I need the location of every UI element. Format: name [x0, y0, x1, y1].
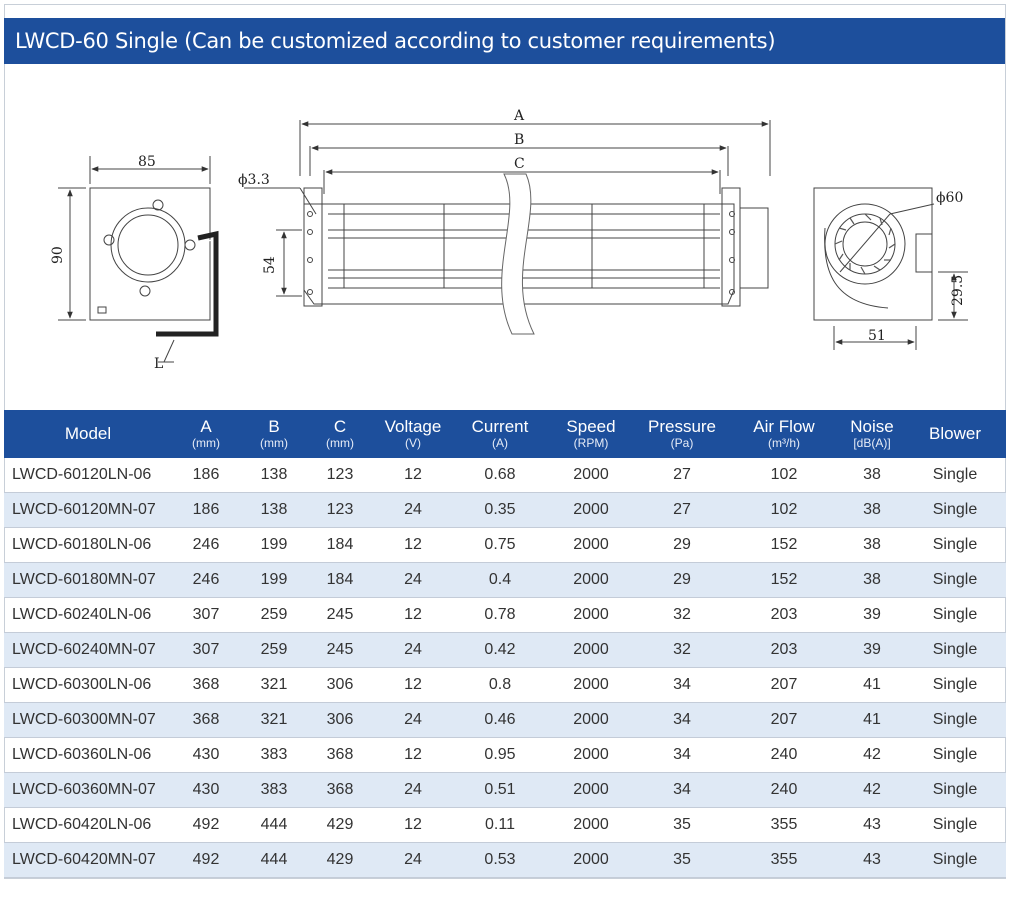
cell-b: 444: [240, 808, 308, 843]
cell-current: 0.78: [454, 598, 546, 633]
table-row: [4, 493, 1006, 528]
cell-c: 245: [308, 633, 372, 668]
cell-model: LWCD-60300MN-07: [4, 703, 172, 738]
cell-voltage: 12: [372, 528, 454, 563]
cell-b: 321: [240, 668, 308, 703]
cell-speed: 2000: [546, 843, 636, 878]
header-speed: Speed (RPM): [546, 410, 636, 458]
table-row: [4, 703, 1006, 738]
table-header-row: [4, 410, 1006, 458]
cell-pressure: 32: [636, 633, 728, 668]
table-row: [4, 738, 1006, 773]
cell-blower: Single: [904, 738, 1006, 773]
cell-voltage: 12: [372, 668, 454, 703]
header-air-flow: Air Flow (m³/h): [728, 410, 840, 458]
cell-pressure: 29: [636, 563, 728, 598]
technical-drawing: [4, 64, 1005, 410]
cell-blower: Single: [904, 773, 1006, 808]
cell-speed: 2000: [546, 598, 636, 633]
side-width-label: 85: [138, 154, 156, 170]
cell-noise: 41: [840, 668, 904, 703]
side-view: [58, 156, 216, 362]
cell-speed: 2000: [546, 563, 636, 598]
cell-pressure: 35: [636, 843, 728, 878]
end-view-body: [814, 188, 932, 320]
end-width-label: 51: [868, 328, 886, 344]
cell-a: 307: [172, 598, 240, 633]
cell-model: LWCD-60240MN-07: [4, 633, 172, 668]
cell-model: LWCD-60420LN-06: [4, 808, 172, 843]
cell-b: 321: [240, 703, 308, 738]
cell-speed: 2000: [546, 633, 636, 668]
cell-model: LWCD-60360LN-06: [4, 738, 172, 773]
cell-noise: 39: [840, 633, 904, 668]
cell-air-flow: 102: [728, 493, 840, 528]
cell-b: 138: [240, 493, 308, 528]
cell-b: 259: [240, 633, 308, 668]
cell-a: 368: [172, 668, 240, 703]
cell-air-flow: 355: [728, 808, 840, 843]
hole-diameter-label: ϕ3.3: [238, 172, 270, 188]
cell-pressure: 34: [636, 703, 728, 738]
header-pressure: Pressure (Pa): [636, 410, 728, 458]
cell-speed: 2000: [546, 668, 636, 703]
drawing-svg: [4, 64, 1005, 410]
cell-a: 186: [172, 458, 240, 493]
cell-noise: 41: [840, 703, 904, 738]
cell-blower: Single: [904, 528, 1006, 563]
cell-current: 0.8: [454, 668, 546, 703]
cell-c: 123: [308, 458, 372, 493]
break-mark: [502, 174, 534, 334]
cell-a: 246: [172, 528, 240, 563]
lead-label: L: [154, 356, 164, 372]
cell-voltage: 24: [372, 703, 454, 738]
header-noise: Noise [dB(A)]: [840, 410, 904, 458]
cell-a: 430: [172, 738, 240, 773]
cell-a: 246: [172, 563, 240, 598]
cell-c: 306: [308, 668, 372, 703]
page-title: LWCD-60 Single (Can be customized according to customer requirements): [15, 29, 776, 53]
cell-blower: Single: [904, 668, 1006, 703]
cell-noise: 43: [840, 808, 904, 843]
header-a: A (mm): [172, 410, 240, 458]
cell-blower: Single: [904, 563, 1006, 598]
cell-blower: Single: [904, 703, 1006, 738]
cell-model: LWCD-60120LN-06: [4, 458, 172, 493]
cell-blower: Single: [904, 493, 1006, 528]
spec-table: [4, 410, 1006, 878]
cell-speed: 2000: [546, 528, 636, 563]
cell-model: LWCD-60300LN-06: [4, 668, 172, 703]
cell-pressure: 35: [636, 808, 728, 843]
cell-speed: 2000: [546, 703, 636, 738]
cell-current: 0.75: [454, 528, 546, 563]
cell-speed: 2000: [546, 808, 636, 843]
cell-c: 429: [308, 808, 372, 843]
dim-c-label: C: [514, 156, 525, 172]
cell-current: 0.35: [454, 493, 546, 528]
cell-air-flow: 355: [728, 843, 840, 878]
cell-blower: Single: [904, 598, 1006, 633]
header-c: C (mm): [308, 410, 372, 458]
cell-a: 186: [172, 493, 240, 528]
cell-current: 0.4: [454, 563, 546, 598]
table-row: [4, 773, 1006, 808]
cell-air-flow: 207: [728, 668, 840, 703]
cell-c: 429: [308, 843, 372, 878]
cell-c: 306: [308, 703, 372, 738]
cell-voltage: 12: [372, 808, 454, 843]
cell-noise: 38: [840, 563, 904, 598]
table-row: [4, 808, 1006, 843]
cell-noise: 43: [840, 843, 904, 878]
end-offset-label: 29.5: [950, 274, 966, 306]
dim-a-label: A: [514, 108, 525, 124]
cell-current: 0.68: [454, 458, 546, 493]
cell-noise: 39: [840, 598, 904, 633]
cell-a: 430: [172, 773, 240, 808]
cell-speed: 2000: [546, 738, 636, 773]
header-model: Model: [4, 410, 172, 458]
cell-current: 0.42: [454, 633, 546, 668]
cell-pressure: 34: [636, 773, 728, 808]
cell-air-flow: 240: [728, 738, 840, 773]
cell-current: 0.95: [454, 738, 546, 773]
cell-blower: Single: [904, 633, 1006, 668]
table-row: [4, 598, 1006, 633]
cell-a: 368: [172, 703, 240, 738]
cell-pressure: 34: [636, 668, 728, 703]
cell-voltage: 12: [372, 458, 454, 493]
cell-air-flow: 203: [728, 598, 840, 633]
cell-air-flow: 207: [728, 703, 840, 738]
cell-noise: 38: [840, 528, 904, 563]
table-row: [4, 668, 1006, 703]
cell-model: LWCD-60360MN-07: [4, 773, 172, 808]
table-row: [4, 843, 1006, 878]
cell-pressure: 34: [636, 738, 728, 773]
cell-noise: 38: [840, 493, 904, 528]
side-height-label: 90: [50, 246, 66, 264]
cell-c: 368: [308, 738, 372, 773]
cell-blower: Single: [904, 843, 1006, 878]
table-body: [4, 458, 1006, 878]
cell-air-flow: 203: [728, 633, 840, 668]
cell-model: LWCD-60420MN-07: [4, 843, 172, 878]
end-view: [814, 188, 968, 350]
cell-voltage: 24: [372, 843, 454, 878]
cell-noise: 38: [840, 458, 904, 493]
cell-blower: Single: [904, 458, 1006, 493]
cell-c: 368: [308, 773, 372, 808]
cell-b: 259: [240, 598, 308, 633]
cell-c: 184: [308, 528, 372, 563]
cell-b: 383: [240, 738, 308, 773]
cell-air-flow: 240: [728, 773, 840, 808]
cell-current: 0.51: [454, 773, 546, 808]
cell-voltage: 24: [372, 493, 454, 528]
cell-a: 307: [172, 633, 240, 668]
table-row: [4, 528, 1006, 563]
cell-air-flow: 102: [728, 458, 840, 493]
cell-pressure: 27: [636, 458, 728, 493]
end-diameter-label: ϕ60: [936, 190, 964, 206]
cell-voltage: 12: [372, 738, 454, 773]
cell-b: 138: [240, 458, 308, 493]
cell-speed: 2000: [546, 773, 636, 808]
cell-a: 492: [172, 843, 240, 878]
cell-current: 0.46: [454, 703, 546, 738]
cell-voltage: 24: [372, 773, 454, 808]
cell-b: 444: [240, 843, 308, 878]
cell-voltage: 24: [372, 633, 454, 668]
header-blower: Blower: [904, 410, 1006, 458]
cell-b: 199: [240, 563, 308, 598]
cell-noise: 42: [840, 738, 904, 773]
cell-air-flow: 152: [728, 528, 840, 563]
front-height-label: 54: [262, 256, 278, 274]
cell-speed: 2000: [546, 458, 636, 493]
cell-model: LWCD-60120MN-07: [4, 493, 172, 528]
cell-c: 123: [308, 493, 372, 528]
cell-pressure: 27: [636, 493, 728, 528]
cell-pressure: 32: [636, 598, 728, 633]
title-bar: [4, 18, 1005, 64]
table-row: [4, 563, 1006, 598]
cell-current: 0.11: [454, 808, 546, 843]
header-b: B (mm): [240, 410, 308, 458]
cell-model: LWCD-60180LN-06: [4, 528, 172, 563]
cell-a: 492: [172, 808, 240, 843]
header-voltage: Voltage (V): [372, 410, 454, 458]
cell-pressure: 29: [636, 528, 728, 563]
table-row: [4, 633, 1006, 668]
cell-c: 184: [308, 563, 372, 598]
cell-model: LWCD-60180MN-07: [4, 563, 172, 598]
header-current: Current (A): [454, 410, 546, 458]
cell-voltage: 12: [372, 598, 454, 633]
cell-current: 0.53: [454, 843, 546, 878]
cell-c: 245: [308, 598, 372, 633]
cell-noise: 42: [840, 773, 904, 808]
cell-blower: Single: [904, 808, 1006, 843]
cell-b: 383: [240, 773, 308, 808]
table-row: [4, 458, 1006, 493]
cell-voltage: 24: [372, 563, 454, 598]
cell-air-flow: 152: [728, 563, 840, 598]
cell-speed: 2000: [546, 493, 636, 528]
cell-b: 199: [240, 528, 308, 563]
dim-b-label: B: [514, 132, 525, 148]
cell-model: LWCD-60240LN-06: [4, 598, 172, 633]
